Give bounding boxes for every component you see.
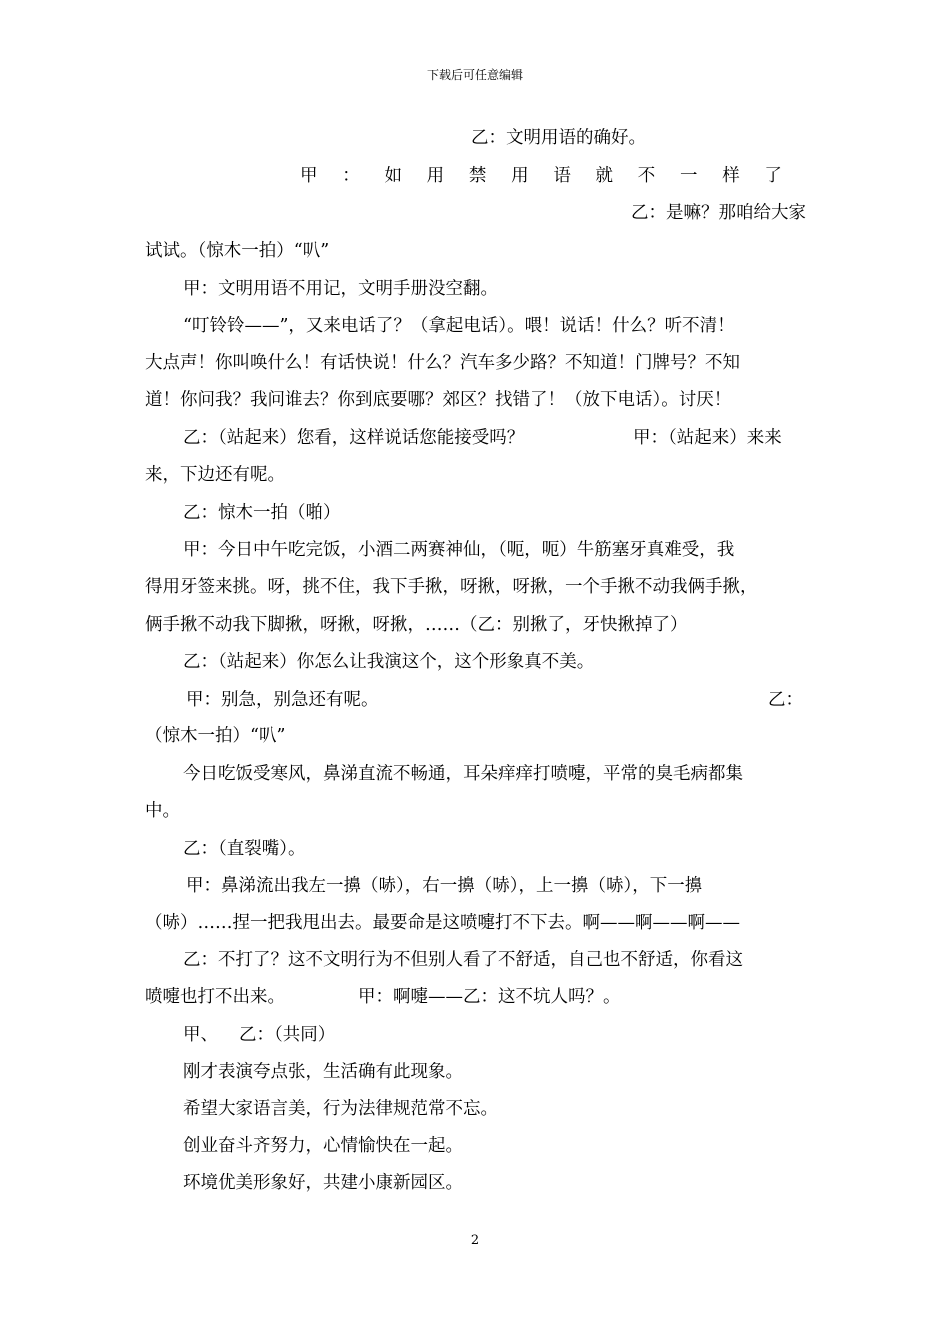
dialogue-segment: 喷嚏也打不出来。 [145, 987, 285, 1007]
spaced-char: 禁 [468, 166, 487, 186]
dialogue-line: 乙：不打了？这不文明行为不但别人看了不舒适，自己也不舒适，你看这 [183, 950, 743, 970]
spaced-dialogue-line [300, 166, 782, 186]
dialogue-line: 道！你问我？我问谁去？你到底要哪？郊区？找错了！（放下电话）。讨厌！ [145, 390, 732, 410]
spaced-char: 不 [637, 166, 656, 186]
dialogue-line: 今日吃饭受寒风，鼻涕直流不畅通，耳朵痒痒打喷嚏，平常的臭毛病都集 [183, 764, 743, 784]
dialogue-line: 俩手揪不动我下脚揪，呀揪，呀揪，……（乙：别揪了，牙快揪掉了） [145, 615, 688, 635]
dialogue-line: 乙：惊木一拍（啪） [183, 503, 341, 523]
page-header: 下载后可任意编辑 [426, 68, 523, 82]
dialogue-line: 来，下边还有呢。 [145, 465, 285, 485]
verse-line: 环境优美形象好，共建小康新园区。 [183, 1173, 463, 1193]
dialogue-segment: 乙： [768, 690, 803, 710]
dialogue-line [186, 690, 810, 710]
spaced-char: 语 [553, 166, 571, 186]
dialogue-line [145, 987, 810, 1007]
dialogue-line [183, 428, 810, 448]
verse-line: 希望大家语言美，行为法律规范常不忘。 [183, 1099, 498, 1119]
dialogue-line: 甲：鼻涕流出我左一擤（哧），右一擤（哧），上一擤（哧），下一擤 [186, 876, 703, 896]
dialogue-line: 中。 [145, 801, 180, 821]
dialogue-segment: 甲、 [183, 1025, 218, 1045]
dialogue-line: “叮铃铃——”，又来电话了？（拿起电话）。喂！说话！什么？听不清！ [183, 316, 735, 336]
dialogue-segment: 甲：（站起来）来来 [633, 428, 782, 448]
dialogue-line: 乙：文明用语的确好。 [471, 128, 646, 148]
dialogue-line: 乙：（直裂嘴）。 [183, 839, 306, 859]
spaced-char: 了 [764, 166, 782, 186]
spaced-char: 样 [722, 166, 740, 186]
page-number: 2 [470, 1233, 480, 1248]
dialogue-line: 得用牙签来挑。呀，挑不住，我下手揪，呀揪，呀揪，一个手揪不动我俩手揪， [145, 577, 758, 597]
dialogue-line [183, 1025, 810, 1045]
spaced-char: 用 [426, 166, 445, 186]
dialogue-line: 甲：文明用语不用记，文明手册没空翻。 [183, 279, 498, 299]
dialogue-line: 乙：（站起来）你怎么让我演这个，这个形象真不美。 [183, 652, 595, 672]
spaced-char: 如 [384, 166, 402, 186]
dialogue-segment: 乙：（共同） [239, 1025, 336, 1045]
dialogue-segment: 甲：啊嚏——乙：这不坑人吗？。 [358, 987, 621, 1007]
dialogue-line: 试试。（惊木一拍）“叭” [145, 241, 330, 261]
dialogue-segment: 甲：别急，别急还有呢。 [186, 690, 379, 710]
dialogue-segment: 乙：（站起来）您看，这样说话您能接受吗？ [183, 428, 525, 448]
spaced-char: ： [342, 166, 360, 186]
spaced-char: 就 [595, 166, 614, 186]
dialogue-line: 乙：是嘛？那咱给大家 [631, 203, 806, 223]
dialogue-line: （哧）……捏一把我甩出去。最要命是这喷嚏打不下去。啊——啊——啊—— [145, 913, 740, 933]
verse-line: 刚才表演夸点张，生活确有此现象。 [183, 1062, 463, 1082]
dialogue-line: 大点声！你叫唤什么！有话快说！什么？汽车多少路？不知道！门牌号？不知 [145, 353, 740, 373]
spaced-char: 用 [511, 166, 529, 186]
dialogue-line: 甲：今日中午吃完饭，小酒二两赛神仙，（呃，呃）牛筋塞牙真难受，我 [183, 540, 735, 560]
spaced-char: 甲 [300, 166, 318, 186]
dialogue-line: （惊木一拍）“叭” [145, 726, 286, 746]
verse-line: 创业奋斗齐努力，心情愉快在一起。 [183, 1136, 463, 1156]
spaced-char: 一 [679, 166, 698, 186]
